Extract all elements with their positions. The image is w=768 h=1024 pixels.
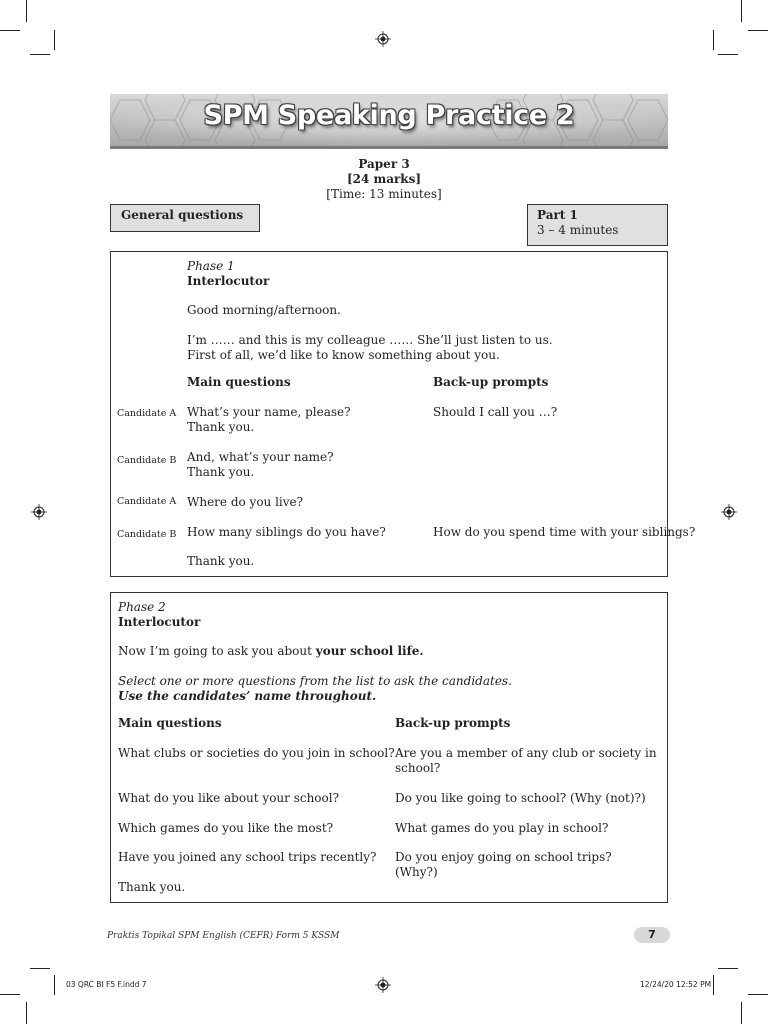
file-slug: 03 QRC BI F5 F.indd 7 xyxy=(66,980,147,989)
time-label: [Time: 13 minutes] xyxy=(326,187,442,201)
phase2-main-questions-header: Main questions xyxy=(118,716,222,730)
phase2-closing: Thank you. xyxy=(118,880,186,894)
question: What do you like about your school? xyxy=(118,791,340,805)
phase1-backup-prompts-header: Back-up prompts xyxy=(433,375,549,389)
crop-mark xyxy=(0,30,20,31)
crop-mark xyxy=(748,994,768,995)
crop-mark xyxy=(54,30,55,50)
phase1-greeting: Good morning/afternoon. xyxy=(187,303,341,317)
phase2-intro xyxy=(118,644,424,659)
crop-mark xyxy=(0,994,20,995)
candidate-label: Candidate B xyxy=(117,529,177,540)
crop-mark xyxy=(718,968,738,969)
print-timestamp: 12/24/20 12:52 PM xyxy=(640,980,712,989)
question: What clubs or societies do you join in school? xyxy=(118,746,395,760)
crop-mark xyxy=(741,0,742,22)
backup-prompt: Do you like going to school? (Why (not)?) xyxy=(395,791,646,805)
crop-mark xyxy=(30,54,50,55)
phase1-closing: Thank you. xyxy=(187,554,255,568)
crop-mark xyxy=(741,1002,742,1024)
backup-prompt: How do you spend time with your siblings? xyxy=(433,525,696,539)
crop-mark xyxy=(718,54,738,55)
crop-mark xyxy=(54,975,55,995)
question: What’s your name, please? xyxy=(187,405,351,419)
candidate-label: Candidate A xyxy=(117,496,177,507)
registration-target-icon xyxy=(31,504,47,520)
page-number: 7 xyxy=(634,927,670,943)
phase2-backup-prompts-header: Back-up prompts xyxy=(395,716,511,730)
page-title: SPM Speaking Practice 2 xyxy=(203,100,575,131)
paper-label: Paper 3 xyxy=(358,157,410,171)
backup-prompt: What games do you play in school? xyxy=(395,821,609,835)
phase1-role: Interlocutor xyxy=(187,274,270,288)
backup-prompt: Are you a member of any club or society in school? xyxy=(395,746,657,775)
phase1-label: Phase 1 xyxy=(187,259,235,273)
phase1-intro-line1: I’m …… and this is my colleague …… She’ll just listen to us. xyxy=(187,333,553,347)
phase2-instruction: Select one or more questions from the list to ask the candidates. xyxy=(118,674,512,688)
question-thanks: Thank you. xyxy=(187,465,255,479)
book-title: Praktis Topikal SPM English (CEFR) Form 5 KSSM xyxy=(107,931,340,941)
question-thanks: Thank you. xyxy=(187,420,255,434)
crop-mark xyxy=(713,30,714,50)
crop-mark xyxy=(26,0,27,22)
backup-prompt: Should I call you …? xyxy=(433,405,558,419)
phase2-topic: your school life. xyxy=(315,644,424,658)
crop-mark xyxy=(748,30,768,31)
question: Have you joined any school trips recently? xyxy=(118,850,377,864)
crop-mark xyxy=(30,968,50,969)
registration-target-icon xyxy=(721,504,737,520)
phase2-intro-text: Now I’m going to ask you about xyxy=(118,644,316,658)
part-label: Part 1 xyxy=(537,208,578,222)
question: And, what’s your name? xyxy=(187,450,334,464)
part-duration: 3 – 4 minutes xyxy=(537,223,619,237)
phase2-role: Interlocutor xyxy=(118,615,201,629)
candidate-label: Candidate B xyxy=(117,455,177,466)
phase1-main-questions-header: Main questions xyxy=(187,375,291,389)
registration-target-icon xyxy=(375,977,391,993)
general-questions-label: General questions xyxy=(121,208,244,222)
title-banner xyxy=(110,94,668,146)
phase2-instruction-names: Use the candidates’ name throughout. xyxy=(118,689,377,703)
crop-mark xyxy=(713,975,714,995)
registration-target-icon xyxy=(375,31,391,47)
phase2-label: Phase 2 xyxy=(118,600,166,614)
crop-mark xyxy=(26,1002,27,1024)
marks-label: [24 marks] xyxy=(346,172,422,186)
question: How many siblings do you have? xyxy=(187,525,386,539)
phase1-intro-line2: First of all, we’d like to know something about you. xyxy=(187,348,500,362)
question: Which games do you like the most? xyxy=(118,821,334,835)
question: Where do you live? xyxy=(187,495,304,509)
candidate-label: Candidate A xyxy=(117,408,177,419)
backup-prompt: Do you enjoy going on school trips? (Why?) xyxy=(395,850,612,879)
